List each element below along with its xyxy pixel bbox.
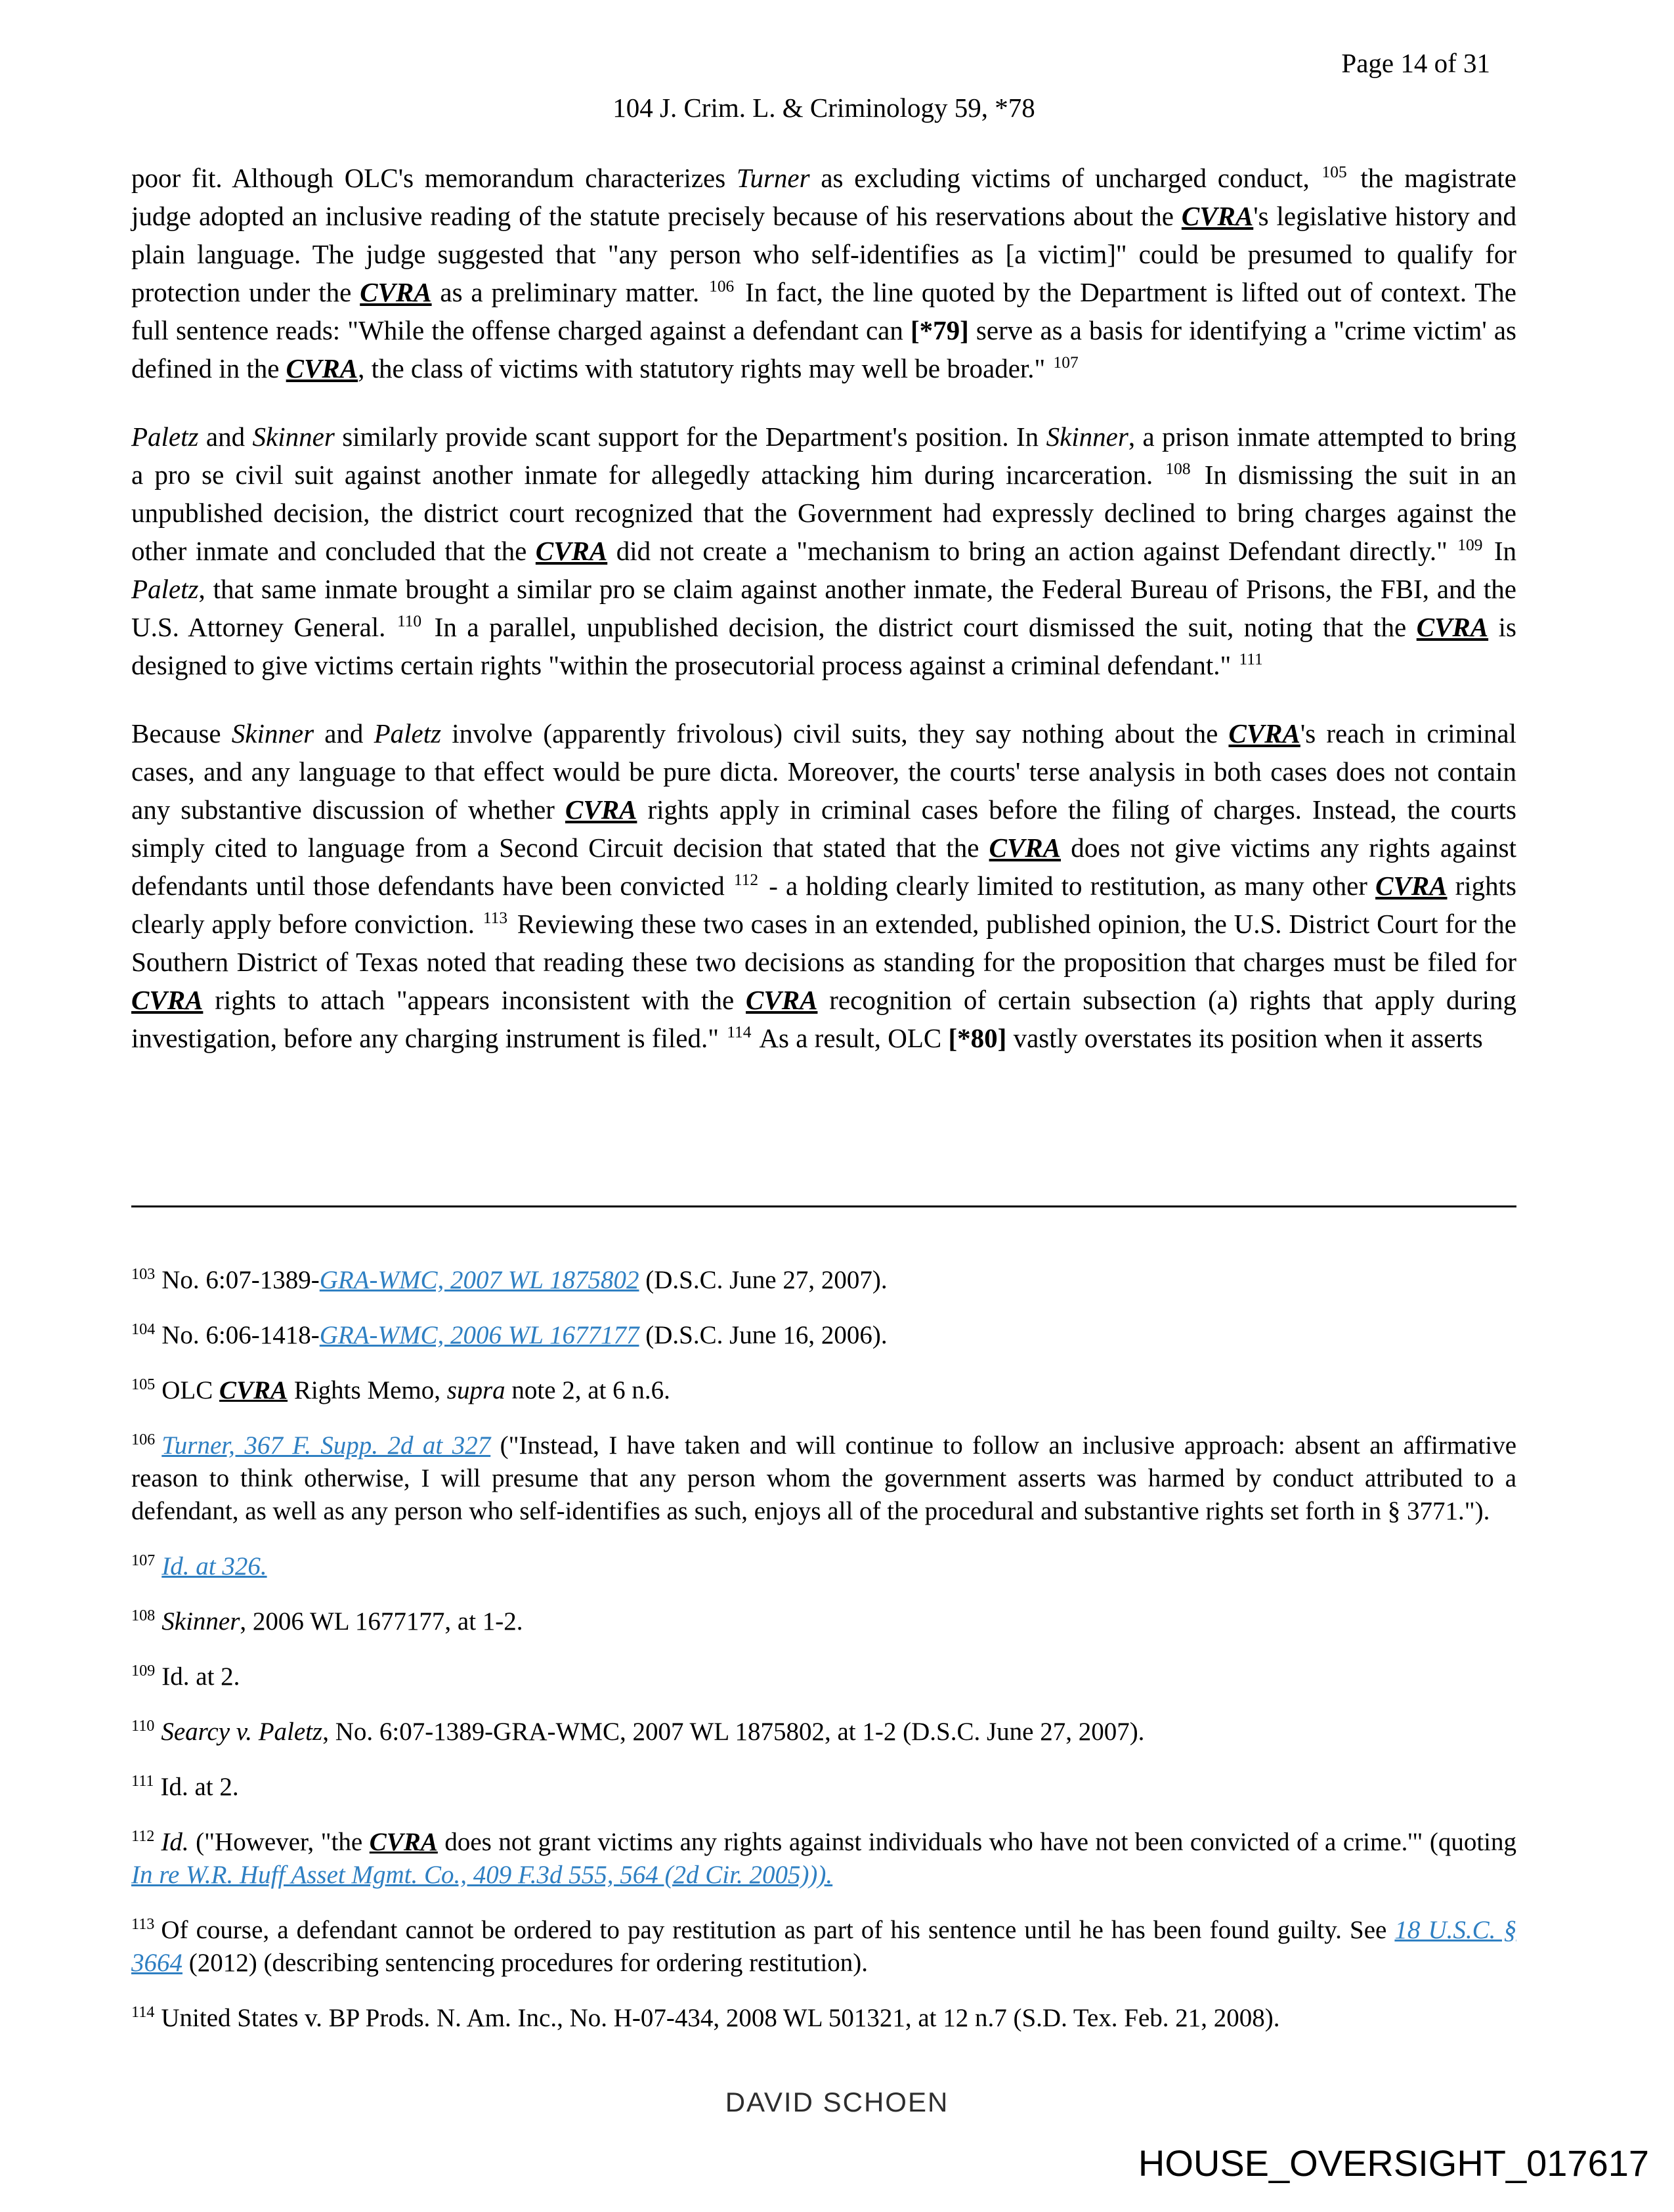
footnote-ref: 108 <box>1165 460 1191 479</box>
italic-text: Skinner <box>231 718 314 748</box>
text-run: the magistrate judge adopted an inclusive reading of the statute precisely because of his reservations about the <box>131 163 1516 231</box>
cvra-term: CVRA <box>535 536 608 566</box>
cvra-term: CVRA <box>360 277 432 307</box>
footnote-ref: 111 <box>1239 650 1263 669</box>
cvra-term: CVRA <box>565 794 637 825</box>
footnote-number: 109 <box>131 1662 156 1680</box>
body-footnote-gap <box>131 1087 1516 1205</box>
cvra-term: CVRA <box>369 1828 438 1856</box>
footnotes-section <box>131 1264 1516 2035</box>
text-run: No. 6:06-1418- <box>161 1321 320 1349</box>
text-run: , that same inmate brought a similar pro se claim against another inmate, the Federal Bureau of Prisons, the FBI, and the U.S. Attorney General. <box>131 574 1516 642</box>
paragraph <box>131 714 1516 1057</box>
text-run: In a parallel, unpublished decision, the district court dismissed the suit, noting that the <box>424 612 1417 642</box>
text-run: (D.S.C. June 27, 2007). <box>639 1266 888 1294</box>
footnote <box>131 1914 1516 1980</box>
text-run: rights to attach "appears inconsistent with the <box>203 985 746 1015</box>
footnote-number: 108 <box>131 1607 156 1624</box>
footnote-ref: 109 <box>1457 536 1483 555</box>
text-run: Id. at 2. <box>161 1662 240 1691</box>
footnote-number: 105 <box>131 1376 156 1393</box>
text-run: In fact, the line quoted by the Department is lifted out of context. The full sentence reads: "While the offense charged against a defendant can <box>131 277 1517 345</box>
text-run: Id. at 2. <box>160 1773 239 1801</box>
text-run: , No. 6:07-1389-GRA-WMC, 2007 WL 1875802, at 1-2 (D.S.C. June 27, 2007). <box>322 1718 1145 1746</box>
footnote <box>131 2002 1516 2035</box>
text-run: and <box>314 718 374 748</box>
text-run: recognition of certain subsection (a) rights that apply during investigation, before any charging instrument is filed." <box>131 985 1516 1053</box>
text-run: Because <box>131 718 232 748</box>
journal-citation: 104 J. Crim. L. & Criminology 59, *78 <box>612 93 1035 123</box>
text-run: Rights Memo, <box>288 1376 447 1404</box>
text-run: In dismissing the suit in an unpublished decision, the district court recognized that the Government had expressly declined to bring charges against the other inmate and concluded that the <box>131 460 1517 566</box>
footnote-number: 111 <box>131 1772 154 1790</box>
author-name: DAVID SCHOEN <box>725 2087 949 2117</box>
cvra-term: CVRA <box>1181 201 1254 231</box>
italic-text: Paletz <box>131 422 199 452</box>
text-run: does not give victims any rights against defendants until those defendants have been convicted <box>131 833 1516 901</box>
text-run: 's reach in criminal cases, and any language to that effect would be pure dicta. Moreover, the courts' terse analysis in both cases does not contain any substantive discussion of whether <box>131 718 1516 825</box>
paragraph <box>131 159 1516 387</box>
text-run: , the class of victims with statutory rights may well be broader." <box>358 353 1052 383</box>
footnote <box>131 1550 1516 1583</box>
text-run: , 2006 WL 1677177, at 1-2. <box>240 1607 523 1636</box>
text-run: As a result, OLC <box>754 1023 949 1053</box>
cvra-term: CVRA <box>1416 612 1489 642</box>
footnote-number: 104 <box>131 1320 156 1338</box>
italic-text: Searcy v. Paletz <box>161 1718 323 1746</box>
footnote <box>131 1374 1516 1407</box>
page-ref: [*79] <box>910 315 969 345</box>
footnote <box>131 1771 1516 1804</box>
citation-link[interactable]: In re W.R. Huff Asset Mgmt. Co., 409 F.3d 555, 564 (2d Cir. 2005))). <box>131 1861 833 1889</box>
footnote <box>131 1716 1516 1748</box>
citation-link[interactable]: GRA-WMC, 2006 WL 1677177 <box>319 1321 639 1349</box>
cvra-term: CVRA <box>1228 718 1300 748</box>
footnote-number: 112 <box>131 1827 155 1845</box>
footnote-ref: 106 <box>709 277 735 296</box>
text-run: ("However, "the <box>188 1828 370 1856</box>
text-run: - a holding clearly limited to restitution, as many other <box>761 871 1376 901</box>
footnote <box>131 1605 1516 1638</box>
text-run: (2012) (describing sentencing procedures for ordering restitution). <box>182 1949 869 1977</box>
text-run: note 2, at 6 n.6. <box>505 1376 670 1404</box>
bates-number: HOUSE_OVERSIGHT_017617 <box>1138 2142 1649 2184</box>
footnote-ref: 114 <box>727 1023 752 1042</box>
text-run: , a prison inmate attempted to bring a pro se civil suit against another inmate for allegedly attacking him during incarceration. <box>131 422 1516 490</box>
footnote-ref: 110 <box>397 612 422 631</box>
text-run: (D.S.C. June 16, 2006). <box>639 1321 888 1349</box>
text-run: vastly overstates its position when it asserts <box>1006 1023 1483 1053</box>
italic-text: Skinner <box>161 1607 240 1636</box>
text-run: In <box>1485 536 1517 566</box>
footnote-number: 106 <box>131 1431 156 1448</box>
footnote <box>131 1264 1516 1297</box>
footnote-number: 103 <box>131 1265 156 1283</box>
footnote-ref: 113 <box>483 909 508 928</box>
text-run: Of course, a defendant cannot be ordered to pay restitution as part of his sentence until he has been found guilty. See <box>161 1916 1395 1944</box>
italic-text: Id. <box>161 1828 189 1856</box>
text-run: involve (apparently frivolous) civil suits, they say nothing about the <box>441 718 1229 748</box>
citation-link[interactable]: Turner, 367 F. Supp. 2d at 327 <box>161 1431 491 1460</box>
footnote-separator <box>131 1205 1516 1207</box>
text-run: 's legislative history and plain language. The judge suggested that "any person who self-identifies as [a victim]" could be presumed to qualify for protection under the <box>131 201 1516 307</box>
footnote <box>131 1660 1516 1693</box>
page-indicator: Page 14 of 31 <box>1341 48 1490 78</box>
cvra-term: CVRA <box>1375 871 1448 901</box>
footnote-number: 107 <box>131 1551 156 1569</box>
citation-link[interactable]: GRA-WMC, 2007 WL 1875802 <box>319 1266 639 1294</box>
text-run: as a preliminary matter. <box>431 277 708 307</box>
footnote <box>131 1826 1516 1892</box>
text-run: Reviewing these two cases in an extended, published opinion, the U.S. District Court for the Southern District of Texas noted that reading these two decisions as standing for the proposition that charges must be filed for <box>131 909 1517 977</box>
text-run: ("Instead, I have taken and will continue to follow an inclusive approach: absent an affirmative reason to think otherwise, I will presume that any person whom the government asserts was harmed by conduct attributed to a defendant, as well as any person who self-identifies as such, enjoys all of the procedural and substantive rights set forth in § 3771."). <box>131 1431 1516 1525</box>
footnote-number: 110 <box>131 1717 155 1735</box>
cvra-term: CVRA <box>131 985 204 1015</box>
italic-text: supra <box>446 1376 505 1404</box>
footnote <box>131 1429 1516 1528</box>
footnote <box>131 1319 1516 1352</box>
text-run: serve as a basis for identifying a "crime victim' as defined in the <box>131 315 1516 383</box>
text-run: No. 6:07-1389- <box>161 1266 320 1294</box>
italic-text: Skinner <box>252 422 335 452</box>
cvra-term: CVRA <box>989 833 1061 863</box>
italic-text: Paletz <box>374 718 442 748</box>
cvra-term: CVRA <box>746 985 818 1015</box>
text-run: poor fit. Although OLC's memorandum characterizes <box>131 163 737 193</box>
italic-text: Skinner <box>1046 422 1128 452</box>
text-run: is designed to give victims certain rights "within the prosecutorial process against a criminal defendant." <box>131 612 1516 680</box>
cvra-term: CVRA <box>219 1376 288 1404</box>
footnote-ref: 112 <box>733 871 759 890</box>
footnote-ref: 105 <box>1321 163 1347 182</box>
text-run: as excluding victims of uncharged conduct, <box>809 163 1321 193</box>
cvra-term: CVRA <box>286 353 358 383</box>
body-paragraphs <box>131 159 1516 1057</box>
text-run: OLC <box>161 1376 220 1404</box>
text-run: United States v. BP Prods. N. Am. Inc., No. H-07-434, 2008 WL 501321, at 12 n.7 (S.D. Tex. Feb. 21, 2008). <box>161 2004 1280 2032</box>
citation-link[interactable]: 18 U.S.C. § 3664 <box>131 1916 1516 1977</box>
italic-text: Paletz <box>131 574 199 604</box>
text-run: and <box>198 422 253 452</box>
italic-text: Turner <box>736 163 810 193</box>
footnote-number: 114 <box>131 2003 155 2021</box>
page-ref: [*80] <box>948 1023 1007 1053</box>
text-run: similarly provide scant support for the Department's position. In <box>334 422 1046 452</box>
footnote-ref: 107 <box>1053 353 1079 372</box>
citation-link[interactable]: Id. at 326. <box>161 1552 267 1580</box>
text-run: rights apply in criminal cases before the filing of charges. Instead, the courts simply cited to language from a Second Circuit decision that stated that the <box>131 794 1516 863</box>
paragraph <box>131 418 1516 684</box>
text-run: did not create a "mechanism to bring an action against Defendant directly." <box>607 536 1457 566</box>
text-run: does not grant victims any rights against individuals who have not been convicted of a crime.'" (quoting <box>437 1828 1517 1856</box>
text-run: rights clearly apply before conviction. <box>131 871 1516 939</box>
footnote-number: 113 <box>131 1915 155 1933</box>
